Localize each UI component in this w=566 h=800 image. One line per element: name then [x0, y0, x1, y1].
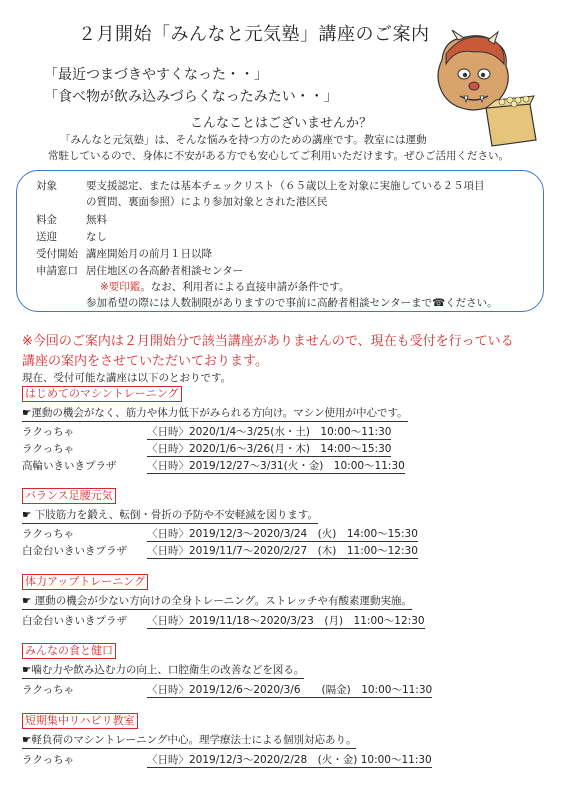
venue: ラクっちゃ: [22, 443, 75, 455]
schedule: 〈日時〉2019/12/3～2020/2/28 (火・金) 10:00～11:30: [147, 754, 432, 766]
section-desc: ☛ 運動の機会が少ない方向けの全身トレーニング。ストレッチや有酸素運動実施。: [22, 593, 412, 610]
info-value: 無料: [86, 214, 107, 226]
schedule: 〈日時〉2019/12/3～2020/3/24 (火) 14:00～15:30: [147, 528, 418, 540]
info-note: [100, 279, 349, 294]
notice-line-2: 講座の案内をさせていただいております。: [22, 354, 268, 369]
notice-line-1: ※今回のご案内は２月開始分で該当講座がありませんので、現在も受付を行っている: [22, 334, 514, 349]
section-desc: ☛噛む力や飲み込む力の向上、口腔衛生の改善などを図る。: [22, 662, 304, 679]
info-key: 申請窓口: [36, 265, 78, 277]
venue: ラクっちゃ: [22, 684, 75, 696]
info-value: の質問、裏面参照）により参加対象とされた港区民: [86, 196, 328, 208]
section-title: みんなの食と健口: [22, 643, 116, 659]
oni-illustration: [422, 30, 542, 150]
venue: ラクっちゃ: [22, 528, 75, 540]
schedule: 〈日時〉2020/1/4～3/25(水・土) 10:00～11:30: [147, 426, 392, 438]
schedule: 〈日時〉2020/1/6～3/26(月・木) 14:00～15:30: [147, 443, 392, 455]
schedule: 〈日時〉2019/12/6～2020/3/6 (隔金) 10:00～11:30: [147, 684, 433, 696]
intro-line-1: 「みんなと元気塾」は、そんな悩みを持つ方のための講座です。教室には運動: [60, 134, 427, 146]
info-value: 講座開始月の前月１日以降: [86, 248, 212, 260]
current-intro: 現在、受付可能な講座は以下のとおりです。: [22, 372, 232, 384]
venue: ラクっちゃ: [22, 754, 75, 766]
section-title: 体力アップトレーニング: [22, 574, 148, 590]
seal-required-note: ※要印鑑: [100, 281, 141, 293]
venue: 白金台いきいきプラザ: [22, 545, 127, 557]
schedule: 〈日時〉2019/11/18～2020/3/23 (月) 11:00～12:30: [147, 615, 425, 627]
section-title: バランス足腰元気: [22, 488, 116, 504]
intro-line-2: 常駐しているので、身体に不安がある方でも安心してご利用いただけます。ぜひご活用ください。: [48, 150, 509, 162]
schedule: 〈日時〉2019/12/27～3/31(火・金) 10:00～11:30: [147, 460, 405, 472]
section-title: はじめてのマシントレーニング: [22, 386, 182, 402]
info-note-line2: 参加希望の際には人数制限がありますので事前に高齢者相談センターまで☎ください。: [86, 297, 498, 309]
schedule: 〈日時〉2019/11/7～2020/2/27 (木) 11:00～12:30: [147, 545, 418, 557]
info-key: 対象: [36, 180, 57, 192]
venue: 高輪いきいきプラザ: [22, 460, 117, 472]
info-key: 料金: [36, 214, 57, 226]
venue: 白金台いきいきプラザ: [22, 615, 127, 627]
info-value: 居住地区の各高齢者相談センター: [86, 265, 244, 277]
info-value: 要支援認定、または基本チェックリスト（６５歳以上を対象に実施している２５項目: [86, 180, 485, 192]
info-value: なし: [86, 231, 107, 243]
page-title: ２月開始「みんなと元気塾」講座のご案内: [78, 24, 430, 45]
bean-box-icon: [486, 96, 536, 146]
info-key: 受付開始: [36, 248, 78, 260]
question-text: こんなことはございませんか？: [190, 116, 373, 131]
section-desc: ☛軽負荷のマシントレーニング中心。理学療法士による個別対応あり。: [22, 732, 356, 749]
section-desc: ☛ 下肢筋力を鍛え、転倒・骨折の予防や不安軽減を図ります。: [22, 507, 318, 524]
info-note-rest: 。なお、利用者による直接申請が条件です。: [140, 281, 350, 293]
section-desc: ☛運動の機会がなく、筋力や体力低下がみられる方向け。マシン使用が中心です。: [22, 405, 408, 422]
oni-face-icon: [438, 30, 508, 110]
venue: ラクっちゃ: [22, 426, 75, 438]
info-key: 送迎: [36, 231, 57, 243]
quote-swallow: 「食べ物が飲み込みづらくなったみたい・・」: [44, 89, 338, 105]
section-title: 短期集中リハビリ教室: [22, 713, 138, 729]
quote-stumble: 「最近つまづきやすくなった・・」: [44, 67, 268, 83]
